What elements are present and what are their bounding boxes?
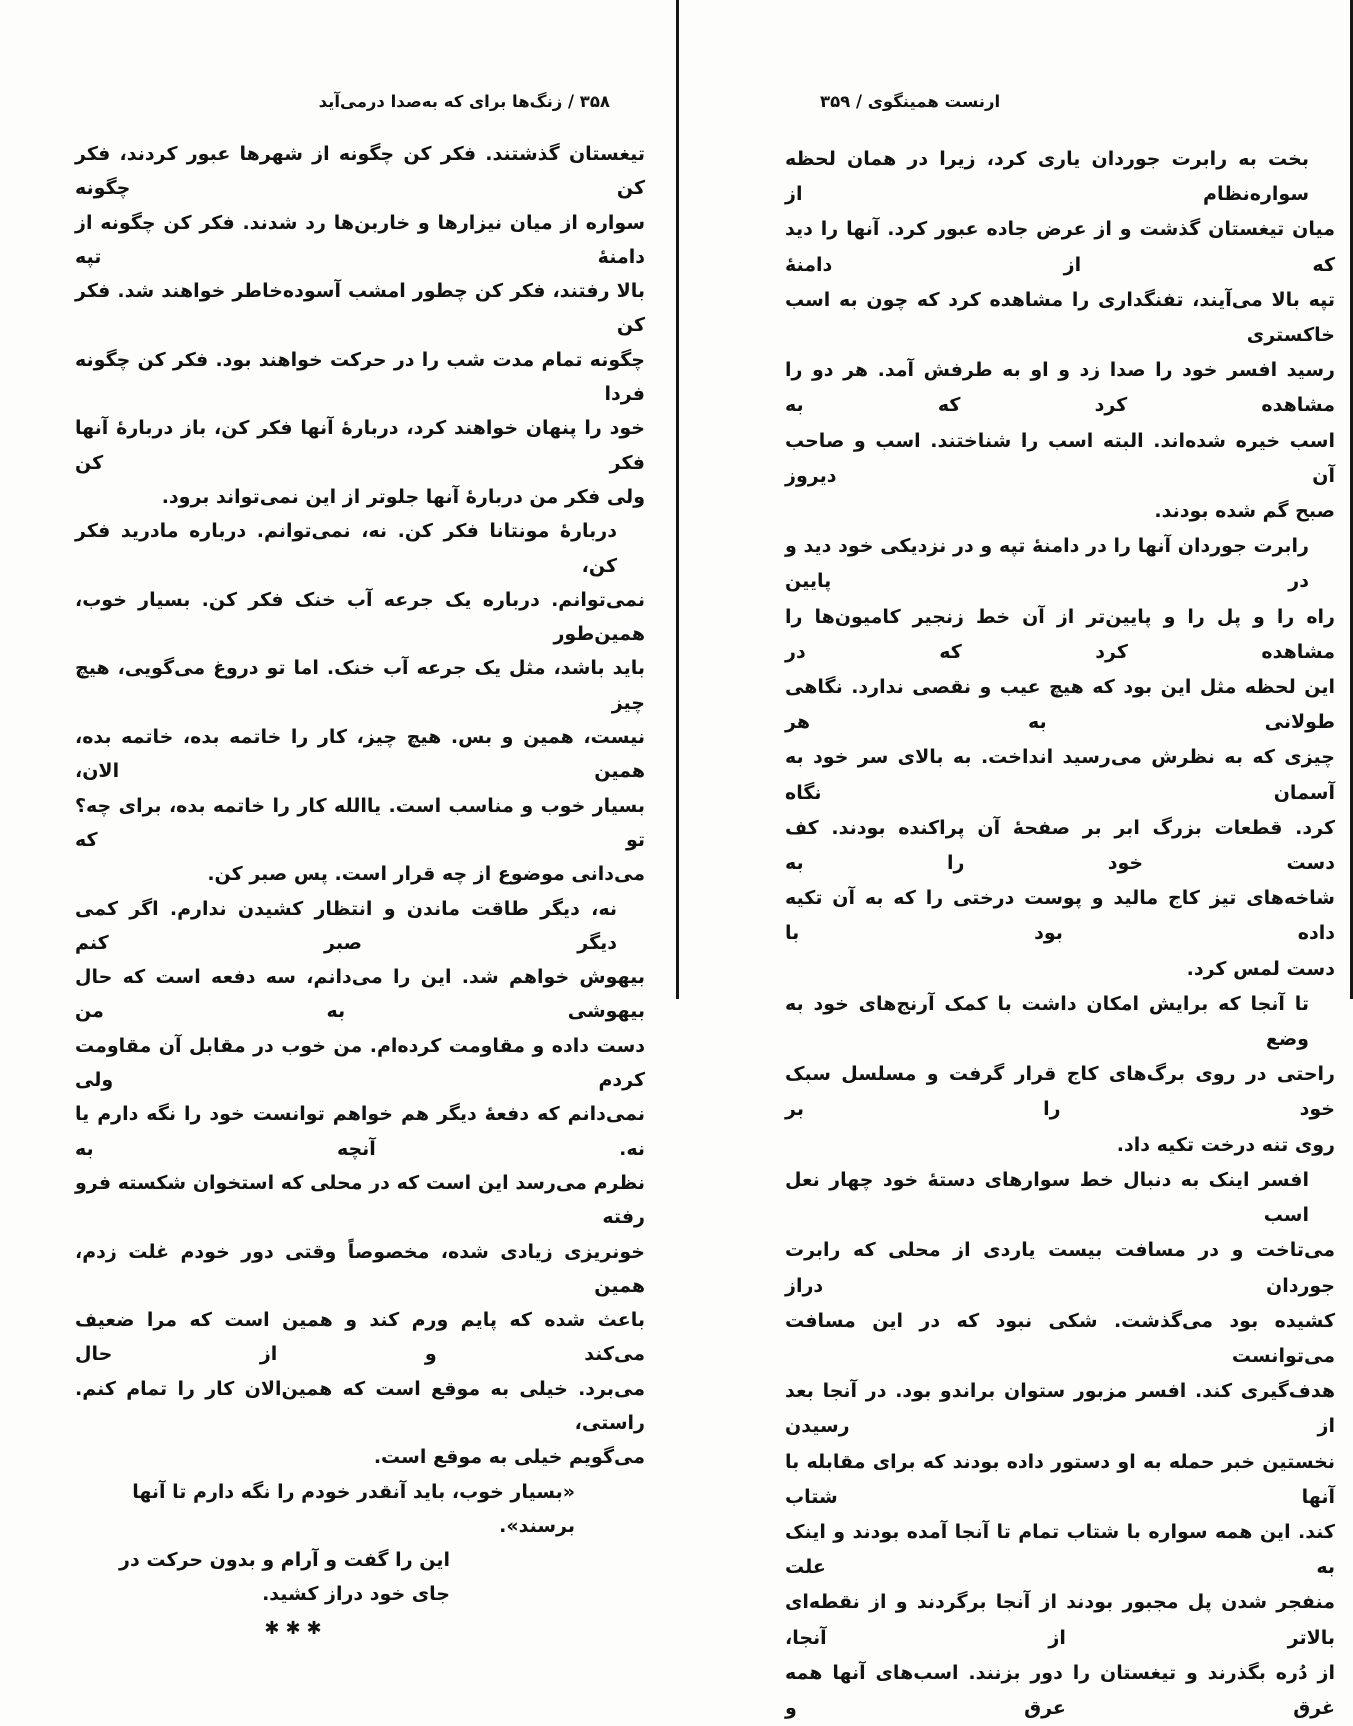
text-line: باعث شده که پایم ورم کند و همین است که مرا ضعیف می‌کند و از حال [75, 1309, 645, 1366]
book-page-right [785, 0, 1335, 1719]
text-line: صبح گم شده بودند. [1154, 500, 1335, 523]
text-line: بالا رفتند، فکر کن چطور امشب آسوده‌خاطر خواهند شد. فکر کن [75, 280, 645, 337]
text-line: دست لمس کرد. [1186, 957, 1335, 980]
text-line: رابرت جوردان آنها را در دامنهٔ تپه و در نزدیکی خود دید و در پایین [785, 535, 1309, 593]
text-line: نه، دیگر طاقت ماندن و انتظار کشیدن ندارم. اگر کمی دیگر صبر کنم [75, 897, 617, 954]
text-line: منفجر شدن پل مجبور بودند از آنجا برگردند و از نقطه‌ای بالاتر از آنجا، [785, 1591, 1335, 1649]
text-line: میان تیغستان گذشت و از عرض جاده عبور کرد. آنها را دید که از دامنهٔ [785, 218, 1335, 276]
text-line: باید باشد، مثل یک جرعه آب خنک. اما تو دروغ می‌گویی، هیچ چیز [75, 657, 645, 714]
text-line: روی تنه درخت تکیه داد. [1116, 1133, 1335, 1156]
text-line: راه را و پل را و پایین‌تر از آن خط زنجیر کامیون‌ها را مشاهده کرد که در [785, 605, 1335, 663]
left-running-head: ۳۵۸ / زنگ‌ها برای که به‌صدا درمی‌آید [318, 92, 610, 111]
text-line: می‌برد. خیلی به موقع است که همین‌الان کار را تمام کنم. راستی، [75, 1377, 645, 1434]
text-line: شاخه‌های تیز کاج مالید و پوست درختی را که به آن تکیه داده بود با [785, 887, 1335, 945]
text-line: چیزی که به نظرش می‌رسید انداخت. به بالای سر خود به آسمان نگاه [785, 746, 1335, 804]
book-page-left [75, 0, 645, 1639]
text-line: چگونه تمام مدت شب را در حرکت خواهند بود. فکر کن چگونه فردا [75, 348, 645, 406]
section-break-ornament: ✱✱✱ [264, 1617, 328, 1639]
text-line: ولی فکر من دربارهٔ آنها جلوتر از این نمی‌تواند برود. [161, 485, 645, 508]
right-running-head: ارنست همینگوی / ۳۵۹ [820, 92, 1001, 111]
text-line: نمی‌توانم. درباره یک جرعه آب خنک فکر کن. بسیار خوب، همین‌طور [75, 588, 645, 646]
text-line: کرد. قطعات بزرگ ابر بر صفحهٔ آن پراکنده بودند. کف دست خود را به [785, 816, 1335, 875]
text-line: کند. این همه سواره با شتاب تمام تا آنجا آمده بودند و اینک به علت [785, 1520, 1335, 1579]
text-line: بسیار خوب و مناسب است. یاالله کار را خاتمه بده، برای چه؟ تو که [75, 794, 645, 851]
text-line: بخت به رابرت جوردان یاری کرد، زیرا در همان لحظه سواره‌نظام از [785, 148, 1309, 206]
text-line: تپه بالا می‌آیند، تفنگداری را مشاهده کرد که چون به اسب خاکستری [785, 288, 1335, 347]
text-line: تیغستان گذشتند. فکر کن چگونه از شهرها عبور کردند، فکر کن چگونه [75, 143, 645, 200]
text-line: خونریزی زیادی شده، مخصوصاً وقتی دور خودم غلت زدم، همین [75, 1240, 645, 1297]
text-line: اسب خیره شده‌اند. البته اسب را شناختند. اسب و صاحب آن دیروز [785, 429, 1335, 487]
text-line: خود را پنهان خواهند کرد، دربارهٔ آنها فکر کن، باز دربارهٔ آنها فکر کن [75, 417, 645, 474]
text-line: این لحظه مثل این بود که هیچ عیب و نقصی ندارد. نگاهی طولانی به هر [785, 676, 1335, 734]
text-line: نخستین خبر حمله به او دستور داده بودند که برای مقابله با آنها شتاب [785, 1450, 1335, 1508]
left-page-body-text [75, 137, 645, 1646]
right-page-body-text [785, 142, 1335, 1726]
text-line: «بسیار خوب، باید آنقدر خودم را نگه دارم تا آنها برسند». [132, 1480, 575, 1537]
text-line: بیهوش خواهم شد. این را می‌دانم، سه دفعه است که حال بیهوشی به من [75, 966, 645, 1023]
text-line: دست داده و مقاومت کرده‌ام. من خوب در مقابل آن مقاومت کردم ولی [75, 1034, 645, 1092]
text-line: هدف‌گیری کند. افسر مزبور ستوان براندو بود. در آنجا بعد از رسیدن [785, 1380, 1335, 1438]
text-line: کشیده بود می‌گذشت. شکی نبود که در این مسافت می‌توانست [785, 1309, 1335, 1367]
text-line: از دُره بگذرند و تیغستان را دور بزنند. اسب‌های آنها همه غرق عرق و [785, 1661, 1335, 1719]
text-line: سواره از میان نیزارها و خاربن‌ها رد شدند. فکر کن چگونه از دامنهٔ تپه [75, 211, 645, 268]
text-line: دربارهٔ مونتانا فکر کن. نه، نمی‌توانم. درباره مادرید فکر کن، [75, 520, 617, 577]
text-line: می‌تاخت و در مسافت بیست یاردی از محلی که رابرت جوردان دراز [785, 1239, 1335, 1297]
text-line: رسید افسر خود را صدا زد و او به طرفش آمد. هر دو را مشاهده کرد که به [785, 359, 1335, 417]
text-line: نمی‌دانم که دفعهٔ دیگر هم خواهم توانست خود را نگه دارم یا نه. آنچه به [75, 1103, 645, 1160]
text-line: نظرم می‌رسد این است که در محلی که استخوان شکسته فرو رفته [75, 1171, 645, 1229]
text-line: این را گفت و آرام و بدون حرکت در جای خود دراز کشید. [119, 1549, 450, 1606]
text-line: می‌گویم خیلی به موقع است. [373, 1446, 645, 1469]
text-line: نیست، همین و بس. هیچ چیز، کار را خاتمه بده، خاتمه بده، همین الان، [75, 726, 645, 783]
text-line: افسر اینک به دنبال خط سوارهای دستهٔ خود چهار نعل اسب [785, 1168, 1309, 1227]
page-gutter-divider [676, 0, 679, 999]
text-line: راحتی در روی برگ‌های کاج قرار گرفت و مسلسل سبک خود را بر [785, 1063, 1335, 1121]
text-line: می‌دانی موضوع از چه قرار است. پس صبر کن. [207, 863, 645, 886]
text-line: تا آنجا که برایش امکان داشت با کمک آرنج‌های خود به وضع [785, 992, 1309, 1051]
